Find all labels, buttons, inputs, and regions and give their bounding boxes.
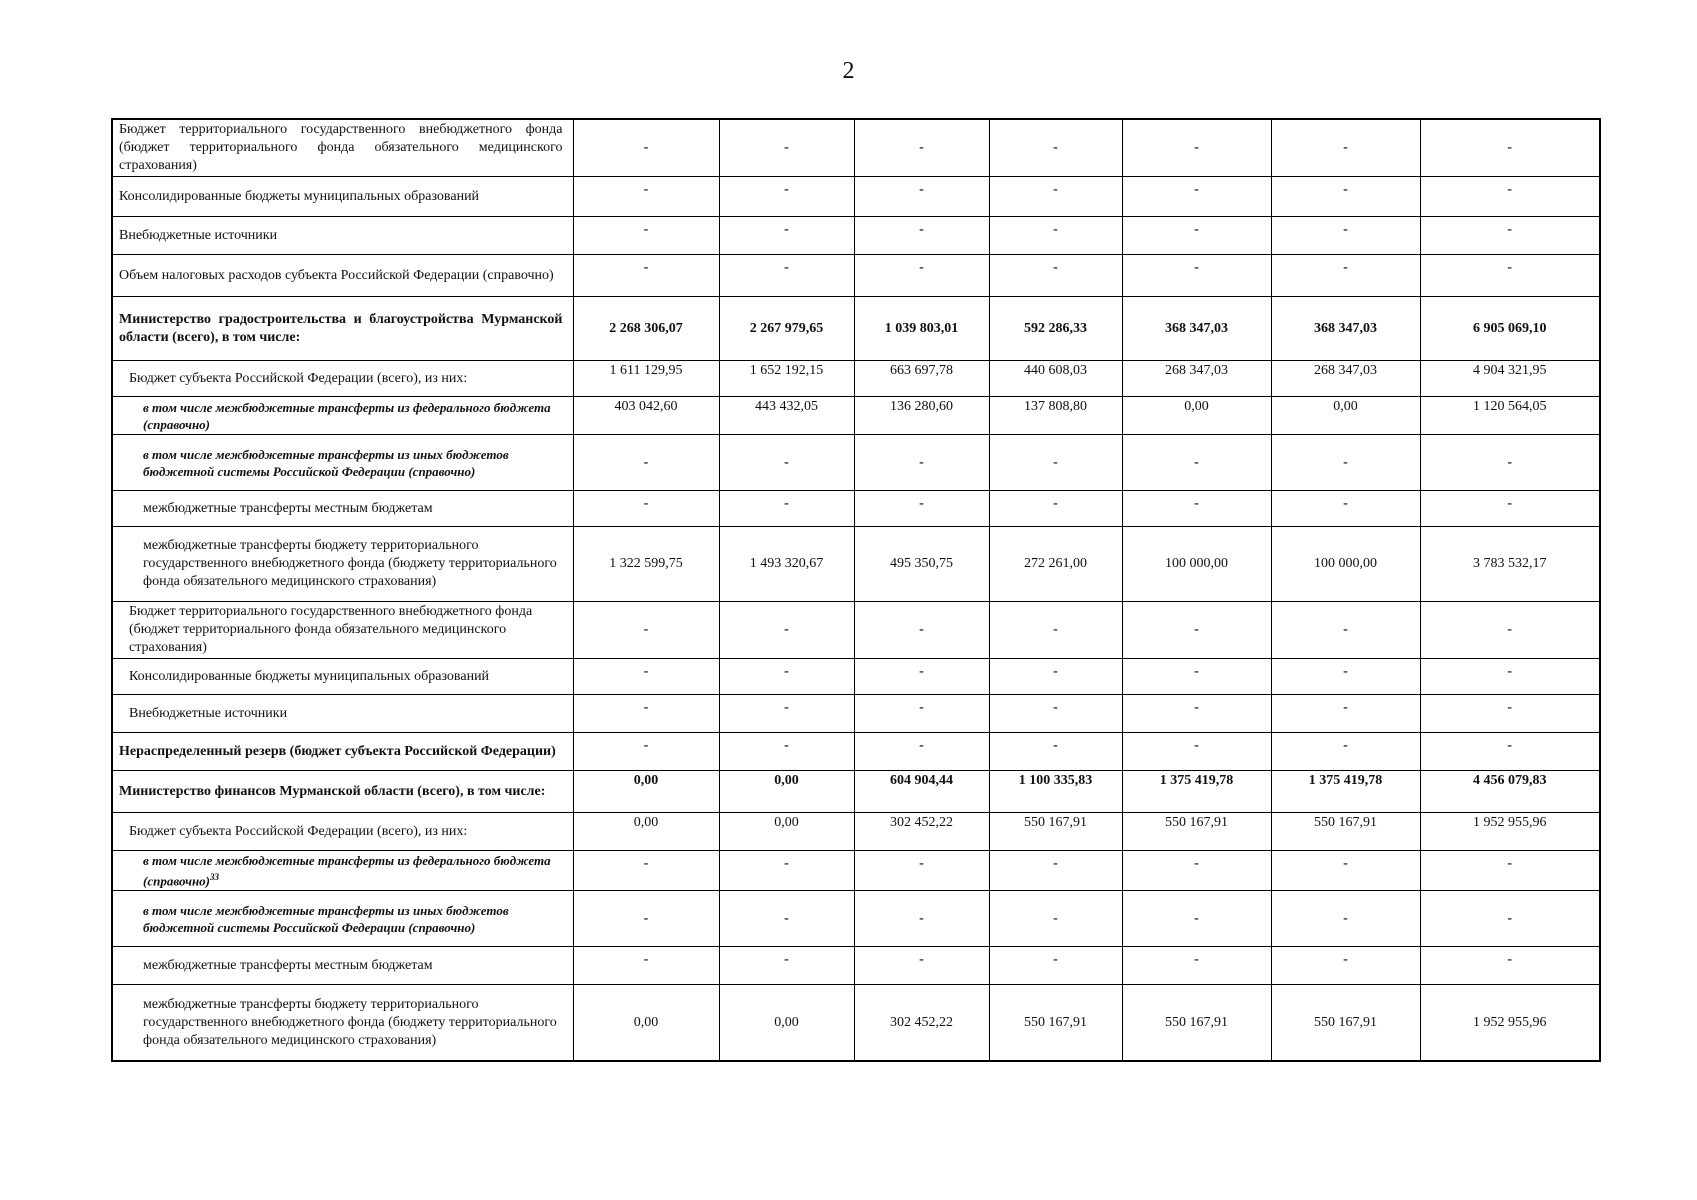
value-cell: - xyxy=(854,435,989,491)
value-cell: 403 042,60 xyxy=(573,397,719,435)
value-cell: - xyxy=(719,659,854,695)
value-cell: - xyxy=(573,435,719,491)
value-cell: - xyxy=(989,491,1122,527)
value-cell: - xyxy=(1420,119,1600,177)
value-cell: 1 611 129,95 xyxy=(573,361,719,397)
value-cell: - xyxy=(719,119,854,177)
value-cell: 302 452,22 xyxy=(854,813,989,851)
value-cell: 604 904,44 xyxy=(854,771,989,813)
value-cell: - xyxy=(573,255,719,297)
table-row xyxy=(112,813,1600,851)
value-cell: - xyxy=(573,491,719,527)
row-label: Объем налоговых расходов субъекта Российской Федерации (справочно) xyxy=(112,255,573,297)
value-cell: - xyxy=(1420,851,1600,891)
row-label: межбюджетные трансферты местным бюджетам xyxy=(112,947,573,985)
value-cell: 368 347,03 xyxy=(1122,297,1271,361)
row-label: Бюджет субъекта Российской Федерации (всего), из них: xyxy=(112,813,573,851)
value-cell: - xyxy=(1420,255,1600,297)
row-label: Министерство градостроительства и благоустройства Мурманской области (всего), в том числе: xyxy=(112,297,573,361)
value-cell: 550 167,91 xyxy=(1122,985,1271,1061)
value-cell: 1 322 599,75 xyxy=(573,527,719,602)
table-row xyxy=(112,297,1600,361)
value-cell: - xyxy=(854,217,989,255)
value-cell: 443 432,05 xyxy=(719,397,854,435)
value-cell: - xyxy=(1271,891,1420,947)
value-cell: 663 697,78 xyxy=(854,361,989,397)
value-cell: 137 808,80 xyxy=(989,397,1122,435)
value-cell: - xyxy=(1420,217,1600,255)
value-cell: - xyxy=(1122,491,1271,527)
value-cell: - xyxy=(854,891,989,947)
value-cell: - xyxy=(1420,177,1600,217)
value-cell: 550 167,91 xyxy=(989,985,1122,1061)
value-cell: - xyxy=(989,695,1122,733)
value-cell: - xyxy=(989,119,1122,177)
value-cell: - xyxy=(1122,733,1271,771)
value-cell: 268 347,03 xyxy=(1271,361,1420,397)
value-cell: 0,00 xyxy=(719,985,854,1061)
value-cell: - xyxy=(719,733,854,771)
value-cell: 2 268 306,07 xyxy=(573,297,719,361)
value-cell: 4 456 079,83 xyxy=(1420,771,1600,813)
value-cell: - xyxy=(1420,947,1600,985)
value-cell: 302 452,22 xyxy=(854,985,989,1061)
value-cell: - xyxy=(1122,695,1271,733)
table-row xyxy=(112,771,1600,813)
table-row xyxy=(112,891,1600,947)
value-cell: - xyxy=(989,733,1122,771)
value-cell: 592 286,33 xyxy=(989,297,1122,361)
row-label: Внебюджетные источники xyxy=(112,695,573,733)
value-cell: 1 652 192,15 xyxy=(719,361,854,397)
value-cell: - xyxy=(1271,695,1420,733)
page-number: 2 xyxy=(842,58,855,84)
value-cell: 550 167,91 xyxy=(1122,813,1271,851)
value-cell: 1 375 419,78 xyxy=(1271,771,1420,813)
row-label: в том числе межбюджетные трансферты из федерального бюджета (справочно)$^{33}$ xyxy=(112,851,573,891)
value-cell: 100 000,00 xyxy=(1271,527,1420,602)
value-cell: - xyxy=(1271,733,1420,771)
value-cell: - xyxy=(854,255,989,297)
value-cell: 100 000,00 xyxy=(1122,527,1271,602)
value-cell: - xyxy=(1271,491,1420,527)
value-cell: - xyxy=(854,851,989,891)
footnote-marker: 33 xyxy=(210,872,219,882)
value-cell: - xyxy=(1122,255,1271,297)
value-cell: - xyxy=(719,695,854,733)
row-label: Нераспределенный резерв (бюджет субъекта Российской Федерации) xyxy=(112,733,573,771)
value-cell: - xyxy=(1122,851,1271,891)
value-cell: - xyxy=(573,733,719,771)
value-cell: - xyxy=(719,491,854,527)
row-label: Бюджет территориального государственного внебюджетного фонда (бюджет территориального фонда обязательного медицинского страхования) xyxy=(112,602,573,659)
value-cell: - xyxy=(719,435,854,491)
table-row xyxy=(112,361,1600,397)
value-cell: 3 783 532,17 xyxy=(1420,527,1600,602)
value-cell: - xyxy=(989,659,1122,695)
table-row xyxy=(112,435,1600,491)
value-cell: 2 267 979,65 xyxy=(719,297,854,361)
row-label: Внебюджетные источники xyxy=(112,217,573,255)
value-cell: - xyxy=(1271,851,1420,891)
value-cell: - xyxy=(1122,659,1271,695)
value-cell: - xyxy=(989,851,1122,891)
value-cell: 0,00 xyxy=(573,985,719,1061)
value-cell: - xyxy=(1122,217,1271,255)
value-cell: 0,00 xyxy=(573,813,719,851)
value-cell: - xyxy=(1122,947,1271,985)
value-cell: - xyxy=(989,177,1122,217)
value-cell: - xyxy=(719,851,854,891)
row-label: межбюджетные трансферты местным бюджетам xyxy=(112,491,573,527)
value-cell: - xyxy=(989,255,1122,297)
table-row xyxy=(112,695,1600,733)
value-cell: - xyxy=(573,217,719,255)
value-cell: - xyxy=(989,891,1122,947)
value-cell: - xyxy=(719,947,854,985)
value-cell: 1 039 803,01 xyxy=(854,297,989,361)
value-cell: - xyxy=(1420,602,1600,659)
value-cell: - xyxy=(1271,947,1420,985)
value-cell: - xyxy=(1420,435,1600,491)
value-cell: 4 904 321,95 xyxy=(1420,361,1600,397)
table-row xyxy=(112,177,1600,217)
value-cell: - xyxy=(1271,177,1420,217)
value-cell: - xyxy=(989,602,1122,659)
value-cell: 440 608,03 xyxy=(989,361,1122,397)
table-row xyxy=(112,255,1600,297)
value-cell: - xyxy=(719,891,854,947)
value-cell: 1 100 335,83 xyxy=(989,771,1122,813)
value-cell: - xyxy=(573,659,719,695)
table-row xyxy=(112,119,1600,177)
value-cell: - xyxy=(573,602,719,659)
value-cell: - xyxy=(1271,602,1420,659)
value-cell: - xyxy=(573,119,719,177)
table-row xyxy=(112,217,1600,255)
value-cell: - xyxy=(719,602,854,659)
value-cell: - xyxy=(989,435,1122,491)
value-cell: 1 952 955,96 xyxy=(1420,985,1600,1061)
value-cell: - xyxy=(854,947,989,985)
value-cell: - xyxy=(1122,891,1271,947)
value-cell: 1 493 320,67 xyxy=(719,527,854,602)
value-cell: - xyxy=(1420,491,1600,527)
value-cell: 550 167,91 xyxy=(989,813,1122,851)
value-cell: - xyxy=(1122,119,1271,177)
value-cell: - xyxy=(719,255,854,297)
row-label: в том числе межбюджетные трансферты из иных бюджетов бюджетной системы Российской Федерации (справочно) xyxy=(112,435,573,491)
value-cell: 1 120 564,05 xyxy=(1420,397,1600,435)
value-cell: - xyxy=(1420,733,1600,771)
value-cell: - xyxy=(1122,602,1271,659)
value-cell: - xyxy=(573,177,719,217)
row-label: межбюджетные трансферты бюджету территориального государственного внебюджетного фонда (бюджету территориального фонда обязательного медицинского страхования) xyxy=(112,985,573,1061)
value-cell: 1 952 955,96 xyxy=(1420,813,1600,851)
value-cell: - xyxy=(1420,891,1600,947)
value-cell: - xyxy=(1420,695,1600,733)
table-row xyxy=(112,527,1600,602)
value-cell: 0,00 xyxy=(1122,397,1271,435)
value-cell: - xyxy=(573,695,719,733)
budget-table xyxy=(111,118,1601,1062)
value-cell: - xyxy=(1271,255,1420,297)
value-cell: - xyxy=(1122,177,1271,217)
value-cell: - xyxy=(719,177,854,217)
value-cell: 0,00 xyxy=(719,813,854,851)
value-cell: - xyxy=(854,695,989,733)
value-cell: 1 375 419,78 xyxy=(1122,771,1271,813)
value-cell: 6 905 069,10 xyxy=(1420,297,1600,361)
value-cell: - xyxy=(719,217,854,255)
value-cell: - xyxy=(1122,435,1271,491)
row-label: Бюджет субъекта Российской Федерации (всего), из них: xyxy=(112,361,573,397)
row-label: Бюджет территориального государственного внебюджетного фонда (бюджет территориального фонда обязательного медицинского страхования) xyxy=(112,119,573,177)
value-cell: - xyxy=(854,659,989,695)
value-cell: - xyxy=(989,947,1122,985)
value-cell: - xyxy=(854,491,989,527)
value-cell: 0,00 xyxy=(1271,397,1420,435)
value-cell: - xyxy=(854,602,989,659)
table-row xyxy=(112,733,1600,771)
value-cell: - xyxy=(573,851,719,891)
value-cell: 0,00 xyxy=(573,771,719,813)
value-cell: 368 347,03 xyxy=(1271,297,1420,361)
value-cell: - xyxy=(573,891,719,947)
value-cell: 0,00 xyxy=(719,771,854,813)
value-cell: 136 280,60 xyxy=(854,397,989,435)
table-row xyxy=(112,985,1600,1061)
row-label: межбюджетные трансферты бюджету территориального государственного внебюджетного фонда (бюджету территориального фонда обязательного медицинского страхования) xyxy=(112,527,573,602)
value-cell: 550 167,91 xyxy=(1271,813,1420,851)
value-cell: 272 261,00 xyxy=(989,527,1122,602)
row-label: в том числе межбюджетные трансферты из иных бюджетов бюджетной системы Российской Федерации (справочно) xyxy=(112,891,573,947)
value-cell: - xyxy=(1271,217,1420,255)
value-cell: - xyxy=(1271,119,1420,177)
table-row xyxy=(112,851,1600,891)
row-label: Министерство финансов Мурманской области (всего), в том числе: xyxy=(112,771,573,813)
value-cell: 268 347,03 xyxy=(1122,361,1271,397)
table-row xyxy=(112,659,1600,695)
value-cell: 550 167,91 xyxy=(1271,985,1420,1061)
value-cell: - xyxy=(573,947,719,985)
value-cell: - xyxy=(1271,659,1420,695)
value-cell: - xyxy=(1420,659,1600,695)
value-cell: - xyxy=(854,177,989,217)
row-label: Консолидированные бюджеты муниципальных образований xyxy=(112,177,573,217)
table-row xyxy=(112,947,1600,985)
row-label: в том числе межбюджетные трансферты из федерального бюджета (справочно) xyxy=(112,397,573,435)
value-cell: - xyxy=(854,733,989,771)
value-cell: - xyxy=(1271,435,1420,491)
table-row xyxy=(112,397,1600,435)
value-cell: - xyxy=(989,217,1122,255)
value-cell: 495 350,75 xyxy=(854,527,989,602)
value-cell: - xyxy=(854,119,989,177)
table-row xyxy=(112,602,1600,659)
table-row xyxy=(112,491,1600,527)
row-label: Консолидированные бюджеты муниципальных образований xyxy=(112,659,573,695)
